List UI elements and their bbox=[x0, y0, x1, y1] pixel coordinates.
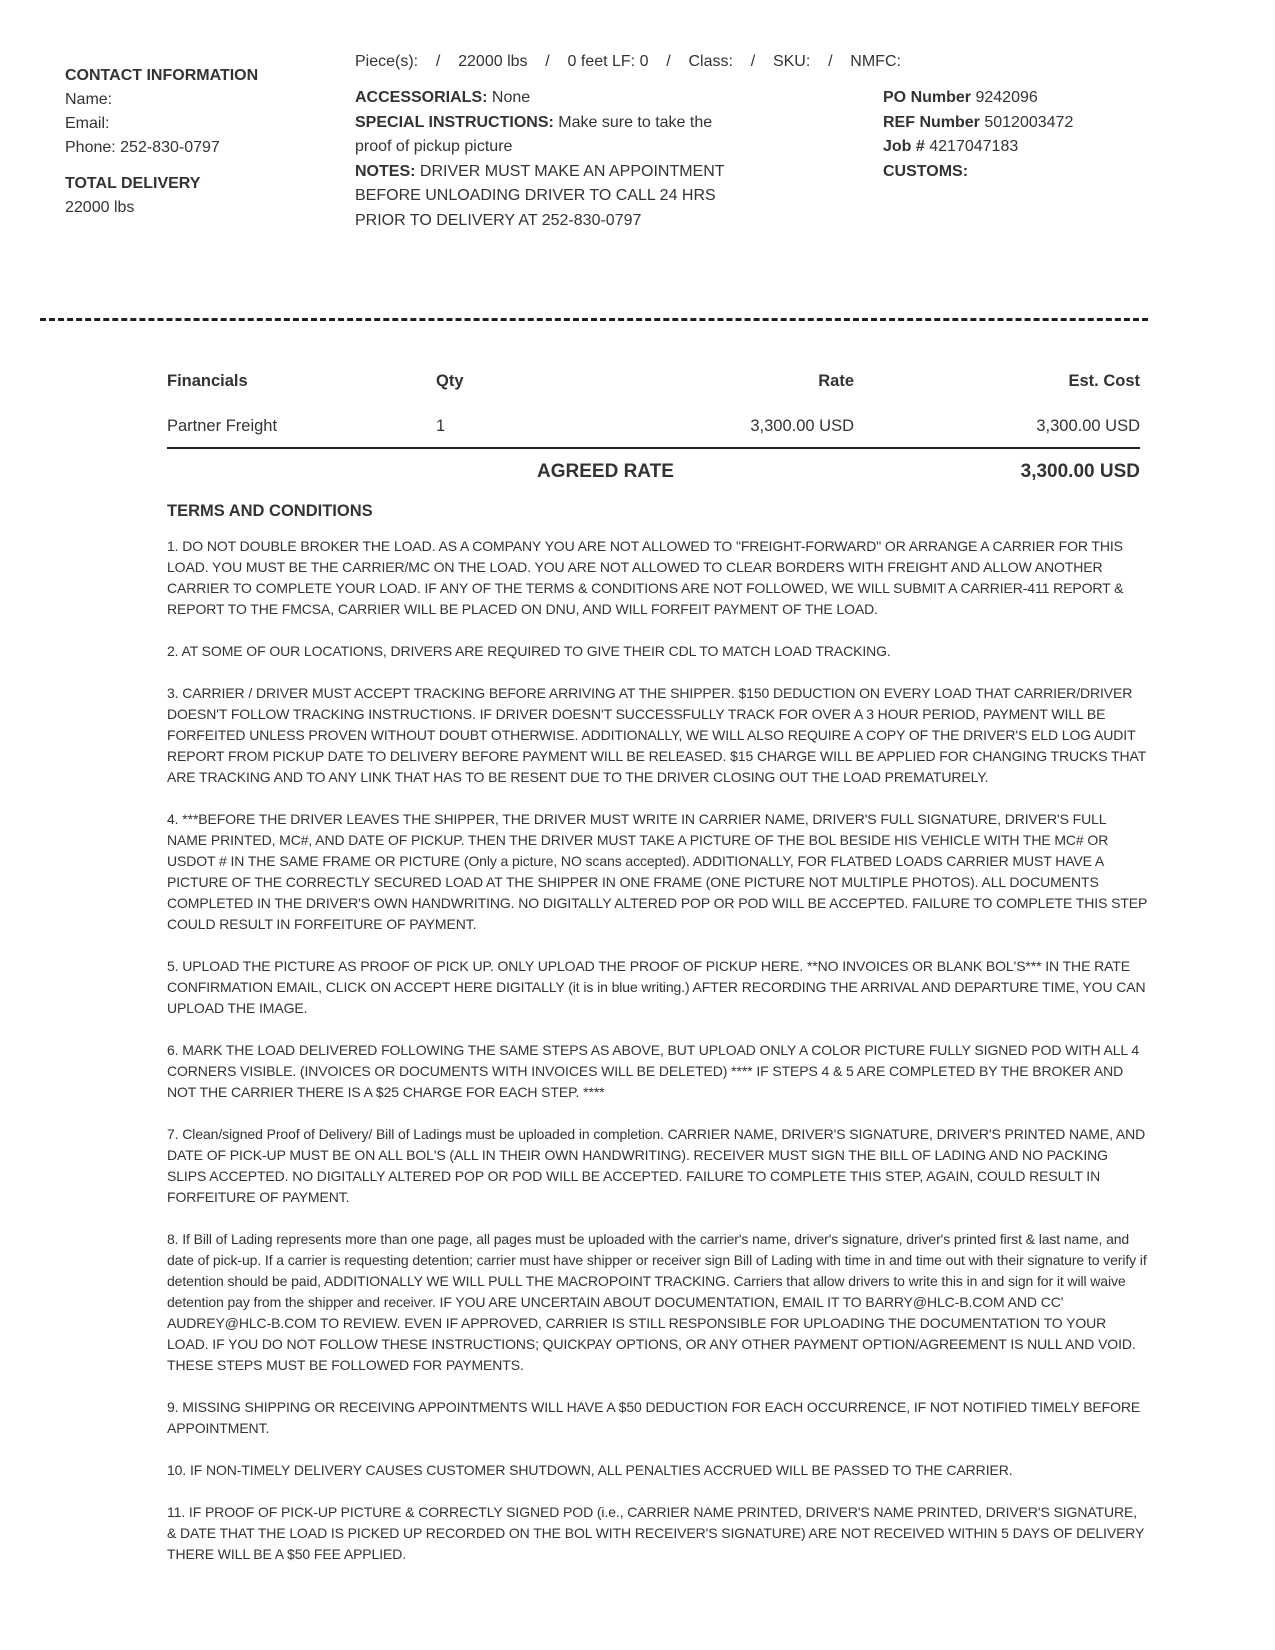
line-item-rate: 3,300.00 USD bbox=[750, 417, 854, 435]
job-number-label: Job # bbox=[883, 138, 925, 155]
job-number-value: 4217047183 bbox=[929, 138, 1019, 155]
contact-information-block bbox=[65, 64, 325, 220]
line-item-cost: 3,300.00 USD bbox=[1036, 417, 1140, 435]
customs-label: CUSTOMS: bbox=[883, 162, 969, 180]
job-number-line bbox=[883, 135, 1183, 160]
special-instructions-label: SPECIAL INSTRUCTIONS: bbox=[355, 113, 554, 131]
terms-item: 2. AT SOME OF OUR LOCATIONS, DRIVERS ARE REQUIRED TO GIVE THEIR CDL TO MATCH LOAD TRACKING. bbox=[167, 643, 891, 659]
terms-item: 5. UPLOAD THE PICTURE AS PROOF OF PICK UP. ONLY UPLOAD THE PROOF OF PICKUP HERE. **NO INVOICES OR BLANK BOL'S*** IN THE RATE CONFIRMATION EMAIL, CLICK ON ACCEPT HERE DIGITALLY (it is in blue writing.) AFTER RECORDING THE ARRIVAL AND DEPARTURE TIME, YOU CAN UPLOAD THE IMAGE. bbox=[167, 958, 1146, 1016]
pieces-summary-line: Piece(s): / 22000 lbs / 0 feet LF: 0 / Class: / SKU: / NMFC: bbox=[355, 53, 901, 70]
table-row bbox=[167, 417, 1140, 439]
notes-line bbox=[355, 160, 735, 234]
terms-item: 4. ***BEFORE THE DRIVER LEAVES THE SHIPPER, THE DRIVER MUST WRITE IN CARRIER NAME, DRIVER'S FULL SIGNATURE, DRIVER'S FULL NAME PRINTED, MC#, AND DATE OF PICKUP. THEN THE DRIVER MUST TAKE A PICTURE OF THE BOL BESIDE HIS VEHICLE WITH THE MC# OR USDOT # IN THE SAME FRAME OR PICTURE (Only a picture, NO scans accepted). ADDITIONALLY, FOR FLATBED LOADS CARRIER MUST HAVE A PICTURE OF THE CORRECTLY SECURED LOAD AT THE SHIPPER IN ONE FRAME (ONE PICTURE NOT MULTIPLE PHOTOS). ALL DOCUMENTS COMPLETED IN THE DRIVER'S OWN HANDWRITING. NO DIGITALLY ALTERED POP OR POD WILL BE ACCEPTED. FAILURE TO COMPLETE THIS STEP COULD RESULT IN FORFEITURE OF PAYMENT. bbox=[167, 811, 1148, 932]
ref-number-label: REF Number bbox=[883, 113, 980, 131]
accessorials-label: ACCESSORIALS: bbox=[355, 89, 488, 106]
line-item-name: Partner Freight bbox=[167, 417, 278, 435]
terms-item: 10. IF NON-TIMELY DELIVERY CAUSES CUSTOMER SHUTDOWN, ALL PENALTIES ACCRUED WILL BE PASSED TO THE CARRIER. bbox=[167, 1462, 1013, 1478]
ref-number-value: 5012003472 bbox=[984, 113, 1074, 131]
special-instructions-line bbox=[355, 111, 735, 160]
terms-item: 1. DO NOT DOUBLE BROKER THE LOAD. AS A COMPANY YOU ARE NOT ALLOWED TO "FREIGHT-FORWARD" OR ARRANGE A CARRIER FOR THIS LOAD. YOU MUST BE THE CARRIER/MC ON THE LOAD. YOU ARE NOT ALLOWED TO CLEAR BORDERS WITH FREIGHT AND ALLOW ANOTHER CARRIER TO COMPLETE YOUR LOAD. IF ANY OF THE TERMS & CONDITIONS ARE NOT FOLLOWED, WE WILL SUBMIT A CARRIER-411 REPORT & REPORT TO THE FMCSA, CARRIER WILL BE PLACED ON DNU, AND WILL FORFEIT PAYMENT OF THE LOAD. bbox=[167, 538, 1124, 617]
shipment-details-block bbox=[355, 86, 735, 233]
terms-item: 7. Clean/signed Proof of Delivery/ Bill of Ladings must be uploaded in completion. CARRIER NAME, DRIVER'S SIGNATURE, DRIVER'S PRINTED NAME, AND DATE OF PICK-UP MUST BE ON ALL BOL'S (ALL IN THEIR OWN HANDWRITING). RECEIVER MUST SIGN THE BILL OF LADING AND NO PACKING SLIPS ACCEPTED. NO DIGITALLY ALTERED POP OR POD WILL BE ACCEPTED. FAILURE TO COMPLETE THIS STEP, AGAIN, COULD RESULT IN FORFEITURE OF PAYMENT. bbox=[167, 1126, 1146, 1205]
special-instructions-value: Make sure to take the proof of pickup picture bbox=[355, 113, 713, 155]
terms-item: 11. IF PROOF OF PICK-UP PICTURE & CORRECTLY SIGNED POD (i.e., CARRIER NAME PRINTED, DRIVER'S NAME PRINTED, DRIVER'S SIGNATURE, & DATE THAT THE LOAD IS PICKED UP RECORDED ON THE BOL WITH RECEIVER'S SIGNATURE) ARE NOT RECEIVED WITHIN 5 DAYS OF DELIVERY THERE WILL BE A $50 FEE APPLIED. bbox=[167, 1504, 1145, 1562]
accessorials-line bbox=[355, 86, 735, 111]
financials-total-rule bbox=[167, 447, 1140, 449]
contact-name: Name: bbox=[65, 91, 113, 108]
terms-item: 9. MISSING SHIPPING OR RECEIVING APPOINTMENTS WILL HAVE A $50 DEDUCTION FOR EACH OCCURRENCE, IF NOT NOTIFIED TIMELY BEFORE APPOINTMENT. bbox=[167, 1399, 1141, 1436]
notes-value: DRIVER MUST MAKE AN APPOINTMENT BEFORE UNLOADING DRIVER TO CALL 24 HRS PRIOR TO DELIVERY AT 252-830-0797 bbox=[355, 162, 725, 229]
agreed-rate-value: 3,300.00 USD bbox=[1020, 461, 1140, 482]
financials-table bbox=[167, 372, 1140, 491]
terms-item: 8. If Bill of Lading represents more than one page, all pages must be uploaded with the carrier's name, driver's signature, driver's printed first & last name, and date of pick-up. If a carrier is requesting detention; carrier must have shipper or receiver sign Bill of Lading with time in and time out with their signature to verify if detention should be paid, ADDITIONALLY WE WILL PULL THE MACROPOINT TRACKING. Carriers that allow drivers to write this in and sign for it will waive detention pay from the shipper and receiver. IF YOU ARE UNCERTAIN ABOUT DOCUMENTATION, EMAIL IT TO BARRY@HLC-B.COM AND CC' AUDREY@HLC-B.COM TO REVIEW. EVEN IF APPROVED, CARRIER IS STILL RESPONSIBLE FOR UPLOADING THE DOCUMENTATION TO YOUR LOAD. IF YOU DO NOT FOLLOW THESE INSTRUCTIONS; QUICKPAY OPTIONS, OR ANY OTHER PAYMENT OPTION/AGREEMENT IS NULL AND VOID. THESE STEPS MUST BE FOLLOWED FOR PAYMENTS. bbox=[167, 1231, 1147, 1373]
contact-email: Email: bbox=[65, 115, 110, 132]
financials-header-row bbox=[167, 372, 1140, 394]
total-delivery-value: 22000 lbs bbox=[65, 199, 135, 216]
dashed-separator bbox=[40, 318, 1148, 321]
terms-heading: TERMS AND CONDITIONS bbox=[167, 502, 373, 520]
accessorials-value: None bbox=[491, 89, 531, 106]
line-item-qty: 1 bbox=[436, 417, 446, 435]
rate-column-header: Rate bbox=[818, 372, 854, 390]
qty-column-header: Qty bbox=[436, 372, 464, 390]
po-number-label: PO Number bbox=[883, 89, 972, 106]
reference-numbers-block bbox=[883, 86, 1183, 184]
terms-list bbox=[167, 536, 1147, 1586]
agreed-rate-row bbox=[167, 461, 1140, 491]
agreed-rate-label: AGREED RATE bbox=[537, 461, 674, 482]
notes-label: NOTES: bbox=[355, 162, 416, 180]
total-delivery-heading: TOTAL DELIVERY bbox=[65, 175, 201, 192]
po-number-value: 9242096 bbox=[975, 89, 1038, 106]
po-number-line bbox=[883, 86, 1183, 111]
financials-column-header: Financials bbox=[167, 372, 248, 390]
terms-item: 3. CARRIER / DRIVER MUST ACCEPT TRACKING BEFORE ARRIVING AT THE SHIPPER. $150 DEDUCTION ON EVERY LOAD THAT CARRIER/DRIVER DOESN'T FOLLOW TRACKING INSTRUCTIONS. IF DRIVER DOESN'T SUCCESSFULLY TRACK FOR OVER A 3 HOUR PERIOD, PAYMENT WILL BE FORFEITED UNLESS PROVEN WITHOUT DOUBT OTHERWISE. ADDITIONALLY, WE WILL ALSO REQUIRE A COPY OF THE DRIVER'S ELD LOG AUDIT REPORT FROM PICKUP DATE TO DELIVERY BEFORE PAYMENT WILL BE RELEASED. $15 CHARGE WILL BE APPLIED FOR CHANGING TRUCKS THAT ARE TRACKING AND TO ANY LINK THAT HAS TO BE RESENT DUE TO THE DRIVER CLOSING OUT THE LOAD PREMATURELY. bbox=[167, 685, 1146, 785]
contact-phone: Phone: 252-830-0797 bbox=[65, 139, 220, 156]
contact-information-heading: CONTACT INFORMATION bbox=[65, 67, 259, 84]
customs-line bbox=[883, 160, 1183, 185]
est-cost-column-header: Est. Cost bbox=[1068, 372, 1140, 390]
terms-item: 6. MARK THE LOAD DELIVERED FOLLOWING THE SAME STEPS AS ABOVE, BUT UPLOAD ONLY A COLOR PICTURE FULLY SIGNED POD WITH ALL 4 CORNERS VISIBLE. (INVOICES OR DOCUMENTS WITH INVOICES WILL BE DELETED) **** IF STEPS 4 & 5 ARE COMPLETED BY THE BROKER AND NOT THE CARRIER THERE IS A $25 CHARGE FOR EACH STEP. **** bbox=[167, 1042, 1140, 1100]
ref-number-line bbox=[883, 111, 1183, 136]
